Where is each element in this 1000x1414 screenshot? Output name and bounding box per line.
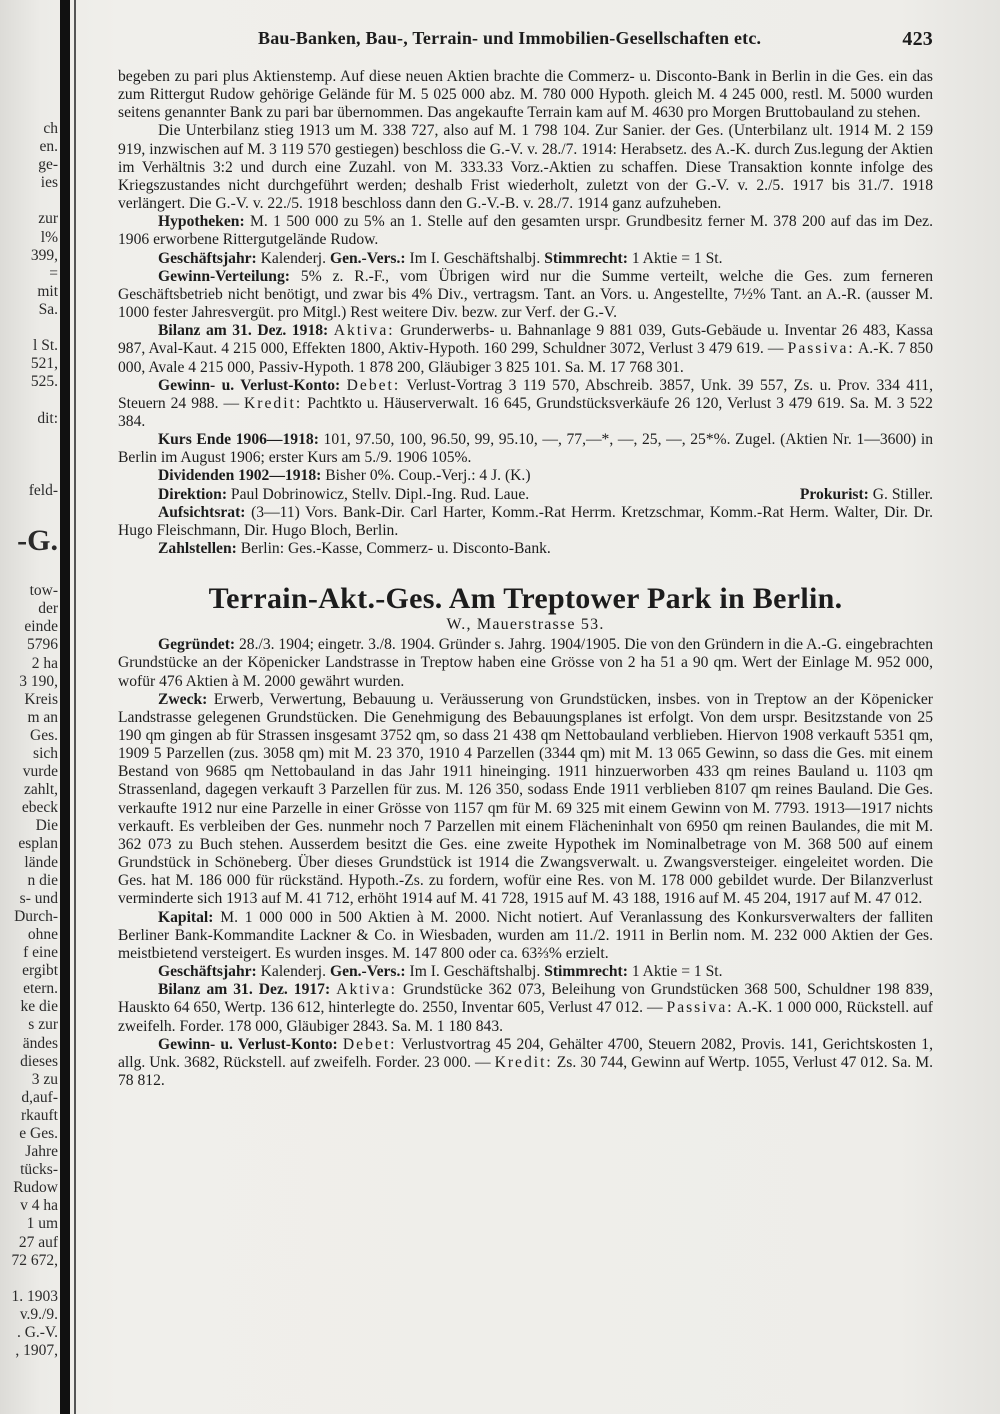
margin-fragment: v.9./9. (19, 1305, 58, 1323)
entry-zahlstellen: Zahlstellen: Berlin: Ges.-Kasse, Commerz- u. Disconto-Bank. (158, 540, 551, 558)
margin-fragment: 521, (30, 355, 58, 373)
margin-fragment: s- und (19, 889, 58, 907)
margin-fragment: 2 ha (31, 654, 58, 672)
previous-page-fragment (0, 120, 58, 1410)
running-header (118, 28, 933, 54)
entry-zweck: Zweck: Erwerb, Verwertung, Bebauung u. Veräusserung von Grundstücken, insbes. von in Treptow an der Köpenicker Landstrasse gelegenen Grundstücken. Die Genehmigung des Bebauungsplanes ist erfolgt. Von dem urspr. Besitzstande von 25 190 qm gingen ab für Strassen insgesamt 3752 qm, so dass 21 438 qm Nettobauland verblieben. Hiervon 1908 verkauft 5351 qm, 1909 5 Parzellen (zus. 3058 qm) mit M. 23 370, 1910 4 Parzellen (3344 qm) mit M. 13 065 Gewinn, so dass die Ges. mit einem Bestand von 9685 qm Nettobauland in das Jahr 1911 hineinging. 1911 hinzuerworben 433 qm reines Bauland u. 1103 qm Strassenland, dagegen verkauft 3 Parzellen für zus. M. 126 350, sodass Ende 1911 verblieben 8107 qm reines Bauland. Die Ges. verkaufte 1912 nur eine Parzelle in einer Grösse von 1157 qm für M. 69 325 mit einem Gewinn von M. 7793. 1913—1917 nichts verkauft. Es verbleiben der Ges. nunmehr noch 7 Parzellen mit einem Flächeninhalt von 6950 qm reinen Baulandes, die mit M. 362 073 zu Buch stehen. Ausserdem besitzt die Ges. eine zweite Hypothek im Nominalbetrage von M. 368 500 auf einem Grundstück in Schöneberg. Über dieses Grundstück ist 1914 die Zwangsverwalt. u. Zwangsversteiger. eingeleitet worden. Die Ges. hat M. 186 000 für rückständ. Hypoth.-Zs. zu fordern, wofür eine Res. von M. 178 000 gebildet wurde. Der Bilanzverlust verminderte sich 1913 auf M. 41 712, erhöht 1914 auf M. 41 728, 1915 auf M. 43 188, 1916 auf M. 45 204, 1917 auf M. 47 012. (118, 690, 933, 908)
margin-fragment (0, 1270, 58, 1288)
label-hypotheken: Hypotheken: (158, 213, 245, 231)
margin-fragment: Kreis (24, 690, 58, 708)
margin-fragment: -G. (17, 524, 58, 558)
page-number: 423 (902, 28, 933, 50)
margin-fragment: lände (24, 853, 58, 871)
margin-fragment: 5796 (27, 636, 58, 654)
margin-fragment: zur (38, 210, 58, 228)
margin-fragment (0, 319, 58, 337)
margin-fragment: ch (43, 120, 58, 137)
margin-fragment: e Ges. (19, 1124, 58, 1142)
margin-fragment (0, 192, 58, 210)
margin-fragment: esplan (18, 835, 58, 853)
margin-fragment: 3 zu (31, 1070, 58, 1088)
entry-geschaeftsjahr-2: Geschäftsjahr: Kalenderj. Gen.-Vers.: Im I. Geschäftshalbj. Stimmrecht: 1 Aktie = 1 St. (158, 963, 723, 981)
margin-fragment (0, 428, 58, 446)
margin-fragment: ge- (38, 156, 58, 174)
entry-aufsichtsrat: Aufsichtsrat: (3—11) Vors. Bank-Dir. Carl Harter, Komm.-Rat Herrm. Kretzschmar, Komm.-Rat Herm. Walter, Dir. Dr. Hugo Fleischmann, Dir. Hugo Bloch, Berlin. (118, 503, 933, 539)
margin-fragment: 3 190, (19, 672, 58, 690)
margin-fragment: . G.-V. (16, 1324, 58, 1341)
entry-gewinn-verlust-1917: Gewinn- u. Verlust-Konto: Debet: Verlustvortrag 45 204, Gehälter 4700, Steuern 2082, Provis. 141, Gerichtskosten 1, allg. Unk. 3682, Rückstell. auf zweifelh. Forder. 23 000. — Kredit: Zs. 30 744, Gewinn auf Wertp. 1055, Verlust 47 012. Sa. M. 78 812. (118, 1035, 934, 1089)
margin-fragment: ändes (22, 1034, 58, 1052)
margin-fragment: Rudow (13, 1179, 58, 1197)
entry-direktion: Direktion: Paul Dobrinowicz, Stellv. Dipl.-Ing. Rud. Laue. Prokurist: G. Stiller. (158, 485, 933, 503)
margin-fragment: 27 auf (18, 1233, 58, 1251)
entry-gegruendet: Gegründet: 28./3. 1904; eingetr. 3./8. 1904. Gründer s. Jahrg. 1904/1905. Die von den Gründern in die A.-G. eingebrachten Grundstücke an der Köpenicker Landstrasse in Treptow haben eine Grösse von 2 ha 51 a 90 qm. Wert der Einlage M. 952 000, wofür 476 Aktien à M. 2000 gewährt wurden. (118, 636, 933, 690)
margin-fragment: 1 um (26, 1215, 58, 1233)
margin-fragment: Durch- (14, 907, 58, 925)
margin-fragment: vurde (22, 763, 58, 781)
margin-fragment: , 1907, (15, 1342, 58, 1360)
margin-fragment: = (49, 264, 58, 282)
margin-fragment: tücks- (20, 1161, 58, 1179)
margin-fragment: ergibt (22, 962, 58, 980)
margin-fragment: n die (27, 871, 58, 889)
entry-bilanz-1918: Bilanz am 31. Dez. 1918: Aktiva: Grunderwerbs- u. Bahnanlage 9 881 039, Guts-Gebäude u. Inventar 26 483, Kassa 987, Aval-Kaut. 4 215 000, Effekten 1800, Aktiv-Hypoth. 160 299, Schuldner 3072, Verlust 3 479 619. — Passiva: A.-K. 7 850 000, Avale 4 215 000, Passiv-Hypoth. 1 878 200, Gläubiger 3 825 101. Sa. M. 17 768 301. (118, 322, 934, 376)
margin-fragment: etern. (23, 980, 58, 998)
page-gutter-rule-thin (74, 0, 76, 1414)
entry-geschaeftsjahr: Geschäftsjahr: Kalenderj. Gen.-Vers.: Im I. Geschäftshalbj. Stimmrecht: 1 Aktie = 1 St. (158, 249, 723, 267)
margin-fragment: ies (40, 174, 58, 192)
margin-fragment: zahlt, (24, 781, 58, 799)
margin-fragment: dit: (37, 409, 58, 427)
entry-kapital: Kapital: M. 1 000 000 in 500 Aktien à M. 2000. Nicht notiert. Auf Veranlassung des Konkursverwalters der falliten Berliner Bank-Kommandite Lackner & Co. in Wiesbaden, wurden am 11./2. 1911 in Berlin nom. M. 232 000 Aktien der Ges. meistbietend versteigert. Es wurden insges. M. 147 800 oder ca. 63⅔% erzielt. (118, 908, 934, 962)
margin-fragment: m an (27, 708, 58, 726)
margin-fragment (0, 464, 58, 482)
margin-fragment: 1. 1903 (11, 1287, 58, 1305)
margin-fragment: sich (33, 745, 58, 762)
entry-bilanz-1917: Bilanz am 31. Dez. 1917: Aktiva: Grundstücke 362 073, Beleihung von Grundstücken 368 500, Schuldner 198 839, Hauskto 64 650, Wertp. 136 612, hinterlegte do. 2550, Inventar 605, Verlust 47 012. — Passiva: A.-K. 1 000 000, Rückstell. auf zweifelh. Forder. 178 000, Gläubiger 2843. Sa. M. 1 180 843. (118, 981, 933, 1035)
margin-fragment (0, 391, 58, 409)
company-title: Terrain-Akt.-Ges. Am Treptower Park in Berlin. (208, 582, 843, 616)
margin-fragment: dieses (20, 1052, 58, 1070)
paragraph-continuation: begeben zu pari plus Aktienstemp. Auf diese neuen Aktien brachte die Commerz- u. Disconto-Bank in Berlin in die Ges. ein das zum Rittergut Rudow gehörige Gelände für M. 5 025 000 abz. M. 780 000 Hypoth. gleich M. 4 245 000, restl. M. 5000 wurden seitens genannter Bank zu pari bar übernommen. Das angekaufte Terrain kam auf M. 4630 pro Morgen Bruttobauland zu stehen. (118, 68, 933, 122)
margin-fragment (0, 564, 58, 582)
margin-fragment: l% (40, 228, 58, 246)
entry-kurs: Kurs Ende 1906—1918: 101, 97.50, 100, 96.50, 99, 95.10, —, 77,—*, —, 25, —, 25*%. Zugel. (Aktien Nr. 1—3600) in Berlin im August 1906; erster Kurs am 5./9. 1906 105%. (118, 431, 933, 467)
margin-fragment: ke die (20, 998, 58, 1016)
margin-fragment: ohne (27, 925, 58, 943)
paragraph-unterbilanz: Die Unterbilanz stieg 1913 um M. 338 727, also auf M. 1 798 104. Zur Sanier. der Ges. (Unterbilanz ult. 1914 M. 2 159 919, inzwischen auf M. 3 119 570 gestiegen) beschloss die G.-V. v. 28./7. 1914: Herabsetz. des A.-K. durch Zus.legung der Aktien im Verhältnis 3:2 und durch eine Zuzahl. von M. 333.33 Vorz.-Aktien zu schaffen. Diese Transaktion konnte infolge des Kriegszustandes nicht durchgeführt werden; deshalb Frist wiederholt, zuletzt von der G.-V. v. 2./5. 1917 bis 31./7. 1918 verlängert. Die G.-V. v. 22./5. 1918 beschloss dann den G.-V.-B. v. 28./7. 1914 ganz aufzuheben. (118, 122, 933, 213)
margin-fragment: rkauft (20, 1106, 58, 1124)
page-gutter-rule (60, 0, 70, 1414)
margin-fragment: mit (37, 282, 58, 300)
entry-hypotheken: Hypotheken: M. 1 500 000 zu 5% an 1. Stelle auf den gesamten urspr. Grundbesitz ferner M. 378 200 auf das im Dez. 1906 erworbene Rittergutgelände Rudow. (118, 213, 933, 249)
margin-fragment (0, 446, 58, 464)
margin-fragment: d,auf- (21, 1088, 58, 1106)
margin-fragment: 72 672, (11, 1251, 58, 1269)
margin-fragment: en. (39, 138, 58, 156)
margin-fragment: s zur (28, 1016, 58, 1034)
margin-fragment: Die (35, 817, 58, 835)
margin-fragment: Ges. (30, 726, 58, 744)
margin-fragment: der (38, 600, 58, 618)
entry-gewinn-verteilung: Gewinn-Verteilung: 5% z. R.-F., vom Übrigen wird nur die Summe verteilt, welche die Ges. zum ferneren Geschäftsbetrieb nicht benötigt, und zwar bis 4% Div., vertragsm. Tant. an Vors. u. Angestellte, 7½% Tant. an A.-R. (ausser M. 1000 fester Jahresvergüt. pro Mitgl.) Rest weitere Div. bezw. zur Verf. der G.-V. (118, 267, 933, 322)
margin-fragment: feld- (28, 481, 58, 499)
margin-fragment: 525. (30, 373, 58, 391)
main-text (118, 68, 933, 1090)
margin-fragment: Jahre (25, 1143, 58, 1161)
margin-fragment: ebeck (21, 799, 58, 817)
margin-fragment: tow- (29, 582, 58, 600)
margin-fragment: v 4 ha (20, 1197, 58, 1215)
header-title: Bau-Banken, Bau-, Terrain- und Immobilien-Gesellschaften etc. (258, 28, 762, 48)
margin-fragment: l St. (33, 337, 58, 355)
entry-dividenden: Dividenden 1902—1918: Bisher 0%. Coup.-Verj.: 4 J. (K.) (158, 467, 531, 485)
margin-fragment: 399, (30, 246, 58, 264)
company-address: W., Mauerstrasse 53. (446, 616, 605, 634)
margin-fragment: f eine (23, 944, 58, 962)
margin-fragment (0, 500, 58, 518)
margin-fragment: Sa. (38, 300, 58, 318)
entry-gewinn-verlust-1918: Gewinn- u. Verlust-Konto: Debet: Verlust-Vortrag 3 119 570, Abschreib. 3857, Unk. 39 557, Zs. u. Prov. 334 411, Steuern 24 988. — Kredit: Pachtkto u. Häuserverwalt. 16 645, Grundstücksverkäufe 26 120, Verlust 3 479 619. Sa. M. 3 522 384. (118, 376, 933, 430)
margin-fragment: einde (24, 618, 58, 636)
